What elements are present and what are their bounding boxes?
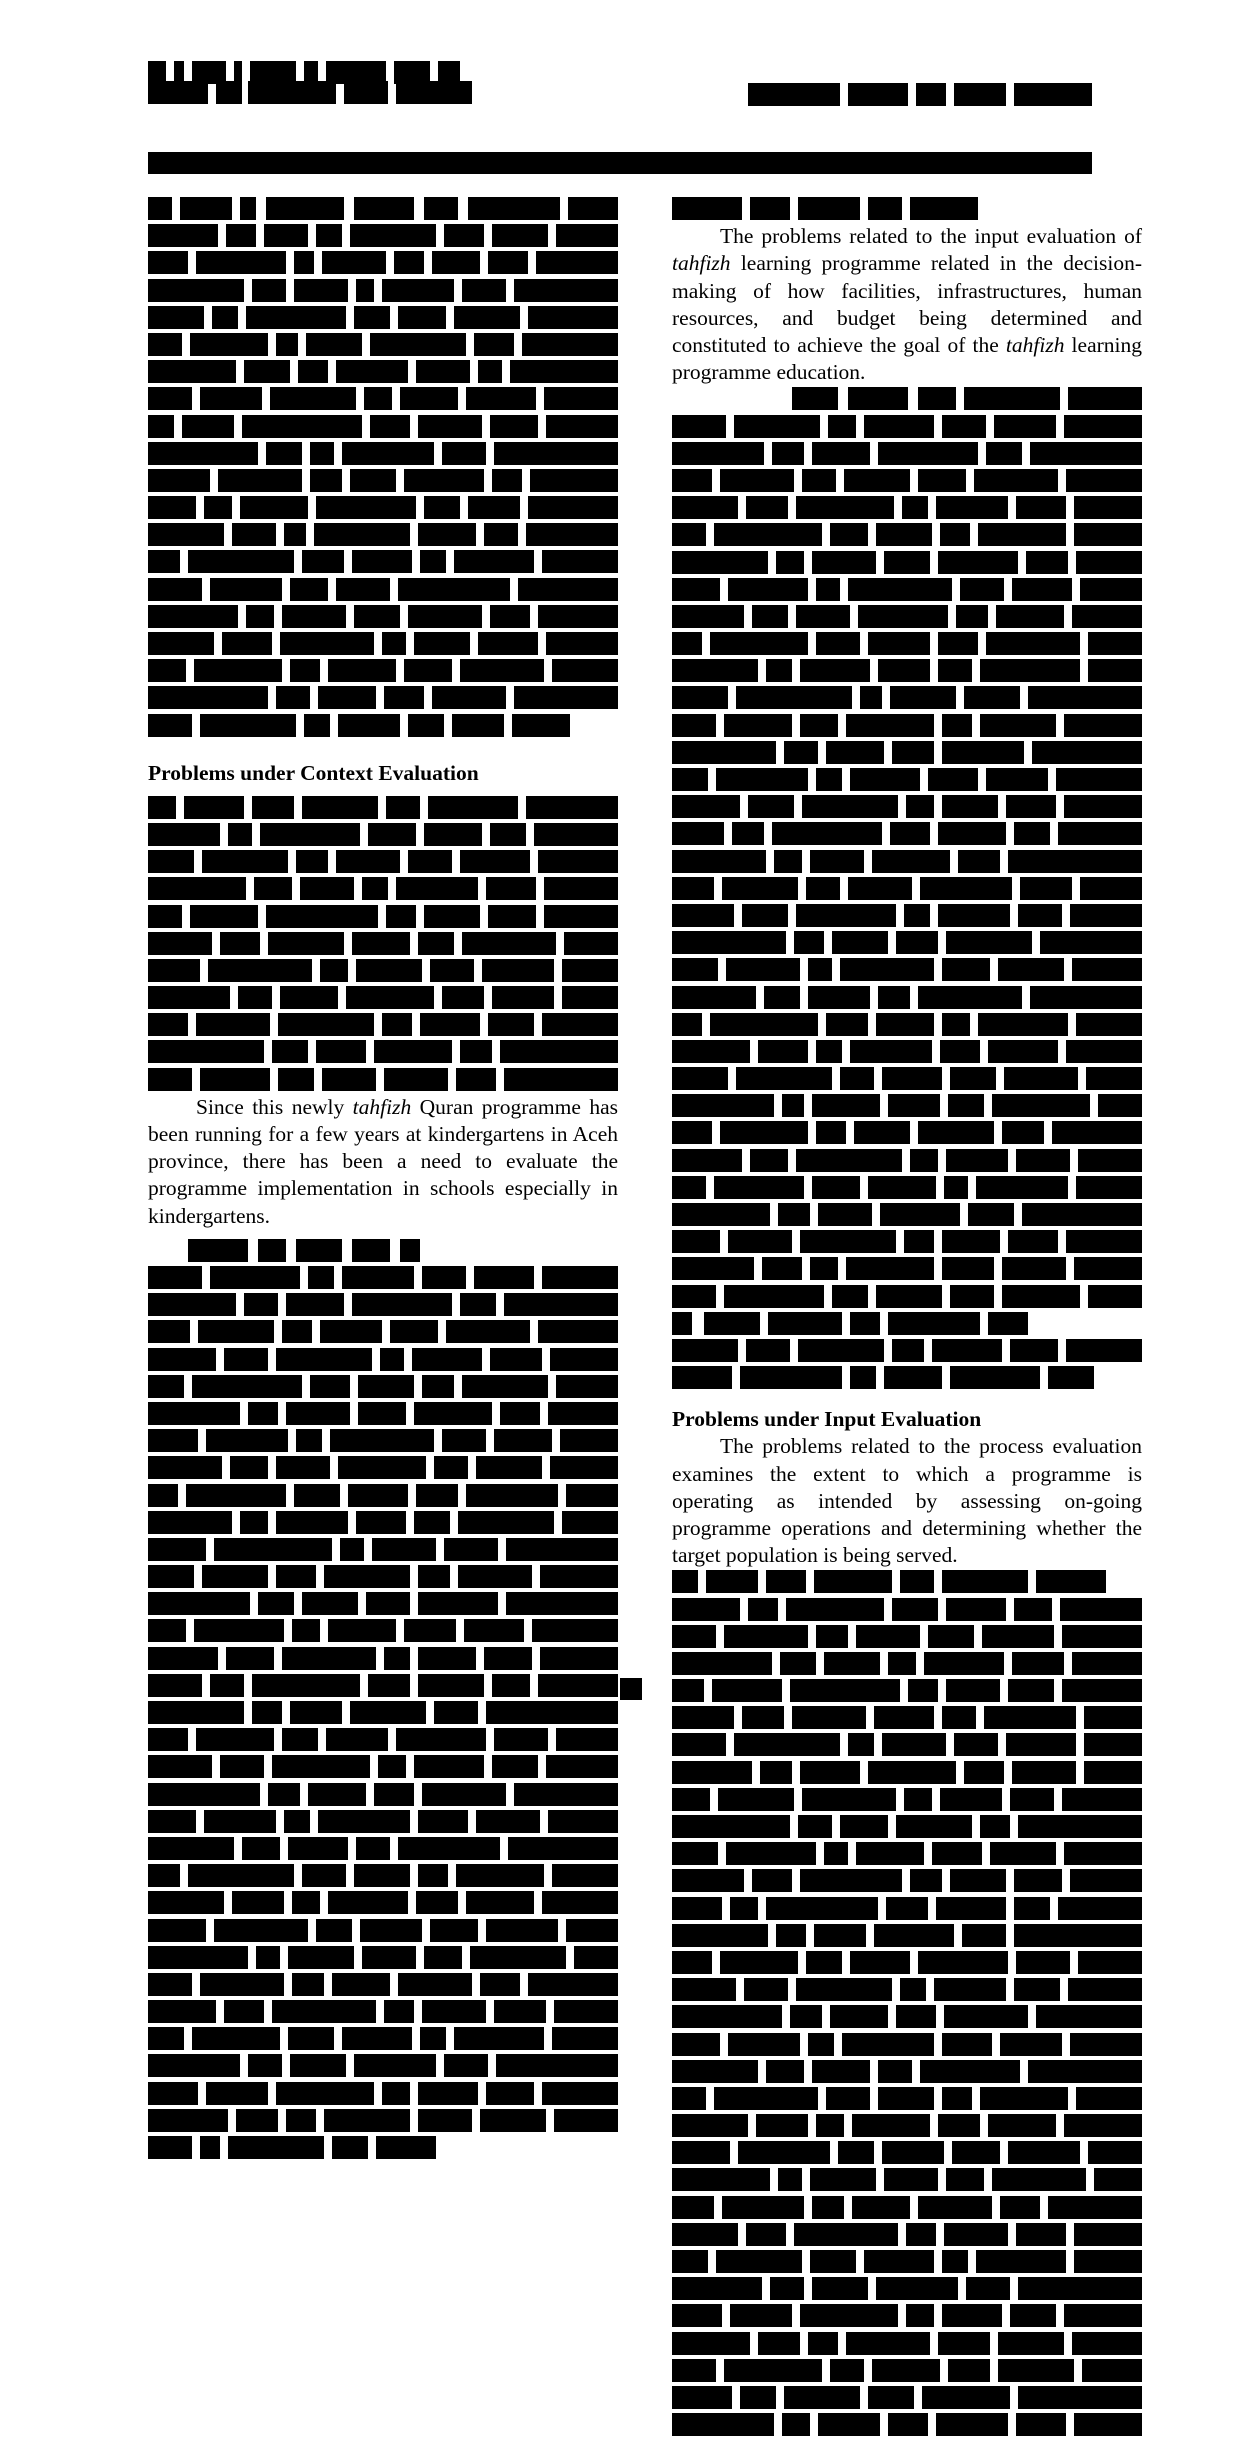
redacted-paragraph-left-2 bbox=[148, 795, 618, 1067]
header-rule bbox=[148, 152, 1092, 174]
redacted-paragraph-right-2 bbox=[672, 1569, 1142, 2439]
left-column bbox=[148, 196, 618, 2162]
page-number-redacted bbox=[620, 1678, 642, 1700]
section-heading-context-evaluation: Problems under Context Evaluation bbox=[148, 760, 479, 785]
italic-term-tahfizh-2: tahfizh bbox=[1005, 333, 1065, 357]
italic-term-tahfizh-1: tahfizh bbox=[672, 251, 731, 276]
paragraph-context-evaluation: Since this newly tahfizh Quran programme has been running for a few years at kindergartens in Aceh province, there has been a need to evaluate the programme implementation in schools especially in kindergartens. bbox=[148, 1094, 618, 1228]
redacted-block bbox=[148, 60, 508, 100]
right-column bbox=[672, 196, 1142, 2439]
redacted-line-left-inline bbox=[148, 1067, 618, 1094]
section-heading-input-evaluation: Problems under Input Evaluation bbox=[672, 1407, 982, 1432]
page-header bbox=[148, 60, 1092, 120]
redacted-paragraph-left-3 bbox=[148, 1238, 618, 2162]
header-left-redacted bbox=[148, 60, 508, 100]
italic-term-tahfizh: tahfizh bbox=[352, 1094, 412, 1119]
header-right-redacted bbox=[748, 82, 1092, 104]
redacted-paragraph-right-1 bbox=[672, 386, 1142, 1392]
paragraph-process-evaluation: The problems related to the process evaluation examines the extent to which a programme is operating as intended by assessing on-going programme operations and determining whether the target population is being served. bbox=[672, 1434, 1142, 1568]
redacted-paragraph-left-1 bbox=[148, 196, 618, 740]
paragraph-input-evaluation-problems: The problems related to the input evaluation of tahfizh learning programme related in the decision-making of how facilities, infrastructures, human resources, and budget being determined and constituted to achieve the goal of the tahfizh learning programme education. bbox=[672, 224, 1142, 385]
redacted-line-right-top bbox=[672, 196, 1142, 223]
